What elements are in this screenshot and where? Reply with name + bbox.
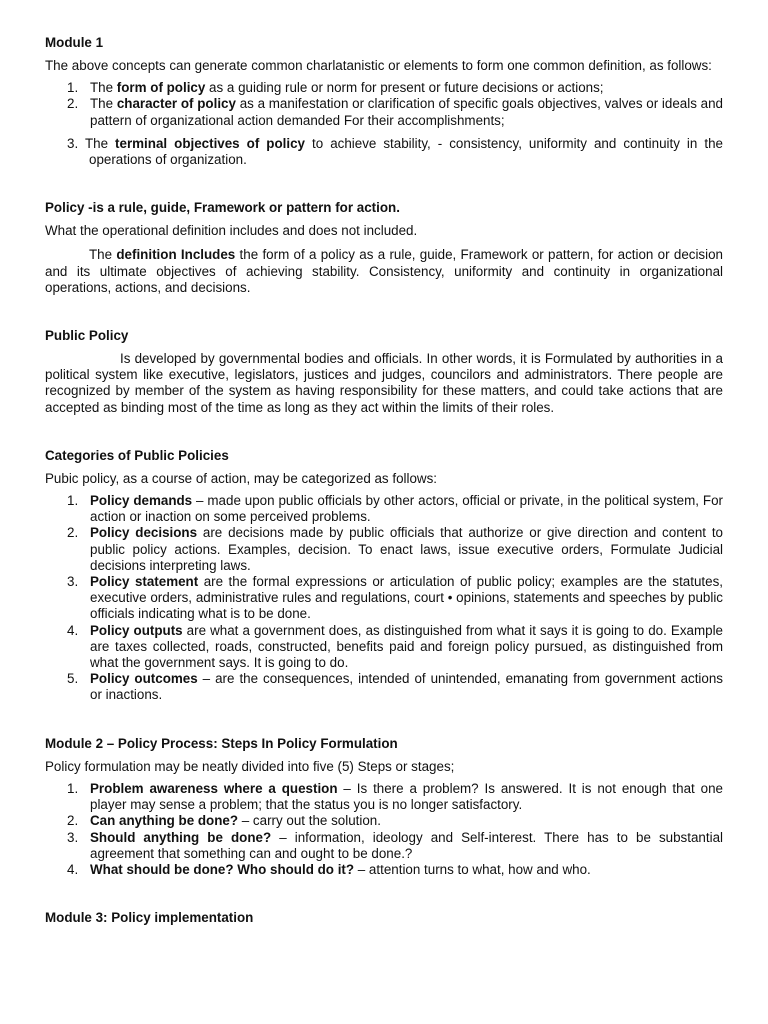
policy-def-paragraph: The definition Includes the form of a policy as a rule, guide, Framework or pattern, for action or decision and its ultimate objectives of achieving stability. Consistency, uniformity and continuity in organizational operations, actions, and decisions. xyxy=(45,247,723,295)
module1-intro: The above concepts can generate common charlatanistic or elements to form one common definition, as follows: xyxy=(45,58,712,73)
list-item: 2. Policy decisions are decisions made by public officials that authorize or give direction and content to public policy actions. Examples, decision. To enact laws, issue executive orders, Formulate Judicial decisions interpreting laws. xyxy=(67,525,723,573)
list-item: 3. Should anything be done? – information, ideology and Self-interest. There has to be substantial agreement that something can and ought to be done.? xyxy=(67,829,723,861)
document-page xyxy=(45,34,723,927)
list-item: 3. Policy statement are the formal expressions or articulation of public policy; examples are the statutes, executive orders, administrative rules and regulations, court • opinions, statements and speeches by public officials indicating what is to be done. xyxy=(67,574,723,622)
list-item: 2. The character of policy as a manifestation or clarification of specific goals objectives, valves or ideals and pattern of organizational action demanded For their accomplishments; xyxy=(67,96,724,128)
public-policy-heading: Public Policy xyxy=(45,328,129,344)
list-item: 4. Policy outputs are what a government does, as distinguished from what it says it is going to do. Example are taxes collected, roads, constructed, benefits paid and foreign policy pursued, as distinguished from what the government says. It is going to do. xyxy=(67,622,723,671)
list-item: 2. Can anything be done? – carry out the solution. xyxy=(67,813,381,829)
module2-intro: Policy formulation may be neatly divided into five (5) Steps or stages; xyxy=(45,758,455,774)
policy-def-heading: Policy -is a rule, guide, Framework or pattern for action. xyxy=(45,200,400,216)
module1-heading: Module 1 xyxy=(45,35,104,50)
module2-list xyxy=(45,781,723,878)
module2-heading: Module 2 – Policy Process: Steps In Policy Formulation xyxy=(45,735,398,751)
categories-intro: Pubic policy, as a course of action, may be categorized as follows: xyxy=(45,470,437,486)
list-item: 5. Policy outcomes – are the consequences, intended of unintended, emanating from government actions or inactions. xyxy=(67,671,723,703)
public-policy-paragraph: Is developed by governmental bodies and officials. In other words, it is Formulated by authorities in a political system like executive, legislators, justices and judges, councilors and administrators. There people are recognized by member of the system as having responsibility for these matters, and could take actions that are accepted as binding most of the time as long as they act within the limits of their roles. xyxy=(45,351,723,415)
policy-def-line: What the operational definition includes and does not included. xyxy=(45,223,418,239)
categories-list xyxy=(45,493,723,704)
list-item: 1. Policy demands – made upon public officials by other actors, official or private, in the political system, For action or inaction on some perceived problems. xyxy=(67,493,723,525)
list-item: 1. The form of policy as a guiding rule or norm for present or future decisions or actions; xyxy=(67,80,604,96)
list-item: 1. Problem awareness where a question – Is there a problem? Is answered. It is not enough that one player may sense a problem; that the status you is no longer satisfactory. xyxy=(67,780,723,813)
module1-list xyxy=(45,80,723,129)
list-item: 4. What should be done? Who should do it? – attention turns to what, how and who. xyxy=(67,861,591,877)
module1-item3: 3. The terminal objectives of policy to achieve stability, - consistency, uniformity and continuity in the operations of organization. xyxy=(67,135,723,168)
categories-heading: Categories of Public Policies xyxy=(45,447,229,463)
module3-heading: Module 3: Policy implementation xyxy=(45,910,254,926)
